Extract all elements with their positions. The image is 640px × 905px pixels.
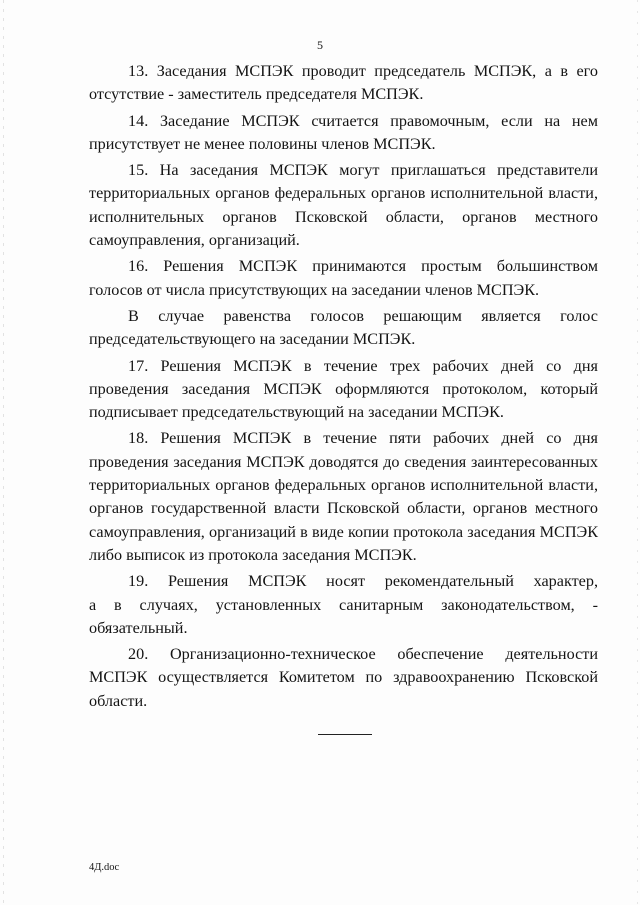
page-number: 5	[317, 38, 323, 52]
paragraph-18: 18. Решения МСПЭК в течение пяти рабочих дней со дня проведения заседания МСПЭК доводятся до сведения заинтересованных территориальных органов федеральных органов исполнительной власти, органов государственной власти Псковской области, органов местного самоуправления, организаций в виде копии протокола заседания МСПЭК либо выписок из протокола заседания МСПЭК.	[89, 429, 598, 564]
paragraph-19-line-1: 19. Решения МСПЭК носят рекомендательный характер,	[128, 572, 598, 591]
footer-filename: 4Д.doc	[89, 862, 120, 873]
paragraph-13: 13. Заседания МСПЭК проводит председатель МСПЭК, а в его отсутствие - заместитель председателя МСПЭК.	[89, 62, 598, 104]
paragraph-15: 15. На заседания МСПЭК могут приглашаться представители территориальных органов федеральных органов исполнительной власти, исполнительных органов Псковской области, органов местного самоуправления, организаций.	[89, 161, 598, 250]
paragraph-14: 14. Заседание МСПЭК считается правомочным, если на нем присутствует не менее половины членов МСПЭК.	[89, 111, 598, 153]
end-of-document-rule	[318, 734, 372, 735]
scan-edge-right	[637, 0, 638, 905]
paragraph-17: 17. Решения МСПЭК в течение трех рабочих дней со дня проведения заседания МСПЭК оформляются протоколом, который подписывает председательствующий на заседании МСПЭК.	[89, 356, 598, 422]
document-body	[89, 60, 598, 713]
paragraph-20: 20. Организационно-техническое обеспечение деятельности МСПЭК осуществляется Комитетом по здравоохранению Псковской области.	[89, 645, 598, 710]
paragraph-19-continuation: а в случаях, установленных санитарным законодательством, - обязательный.	[89, 595, 598, 637]
paragraph-16-tie-vote: В случае равенства голосов решающим является голос председательствующего на заседании МСПЭК.	[89, 306, 598, 349]
paragraph-16: 16. Решения МСПЭК принимаются простым большинством голосов от числа присутствующих на заседании членов МСПЭК.	[89, 257, 598, 299]
scan-edge-left	[3, 0, 4, 905]
